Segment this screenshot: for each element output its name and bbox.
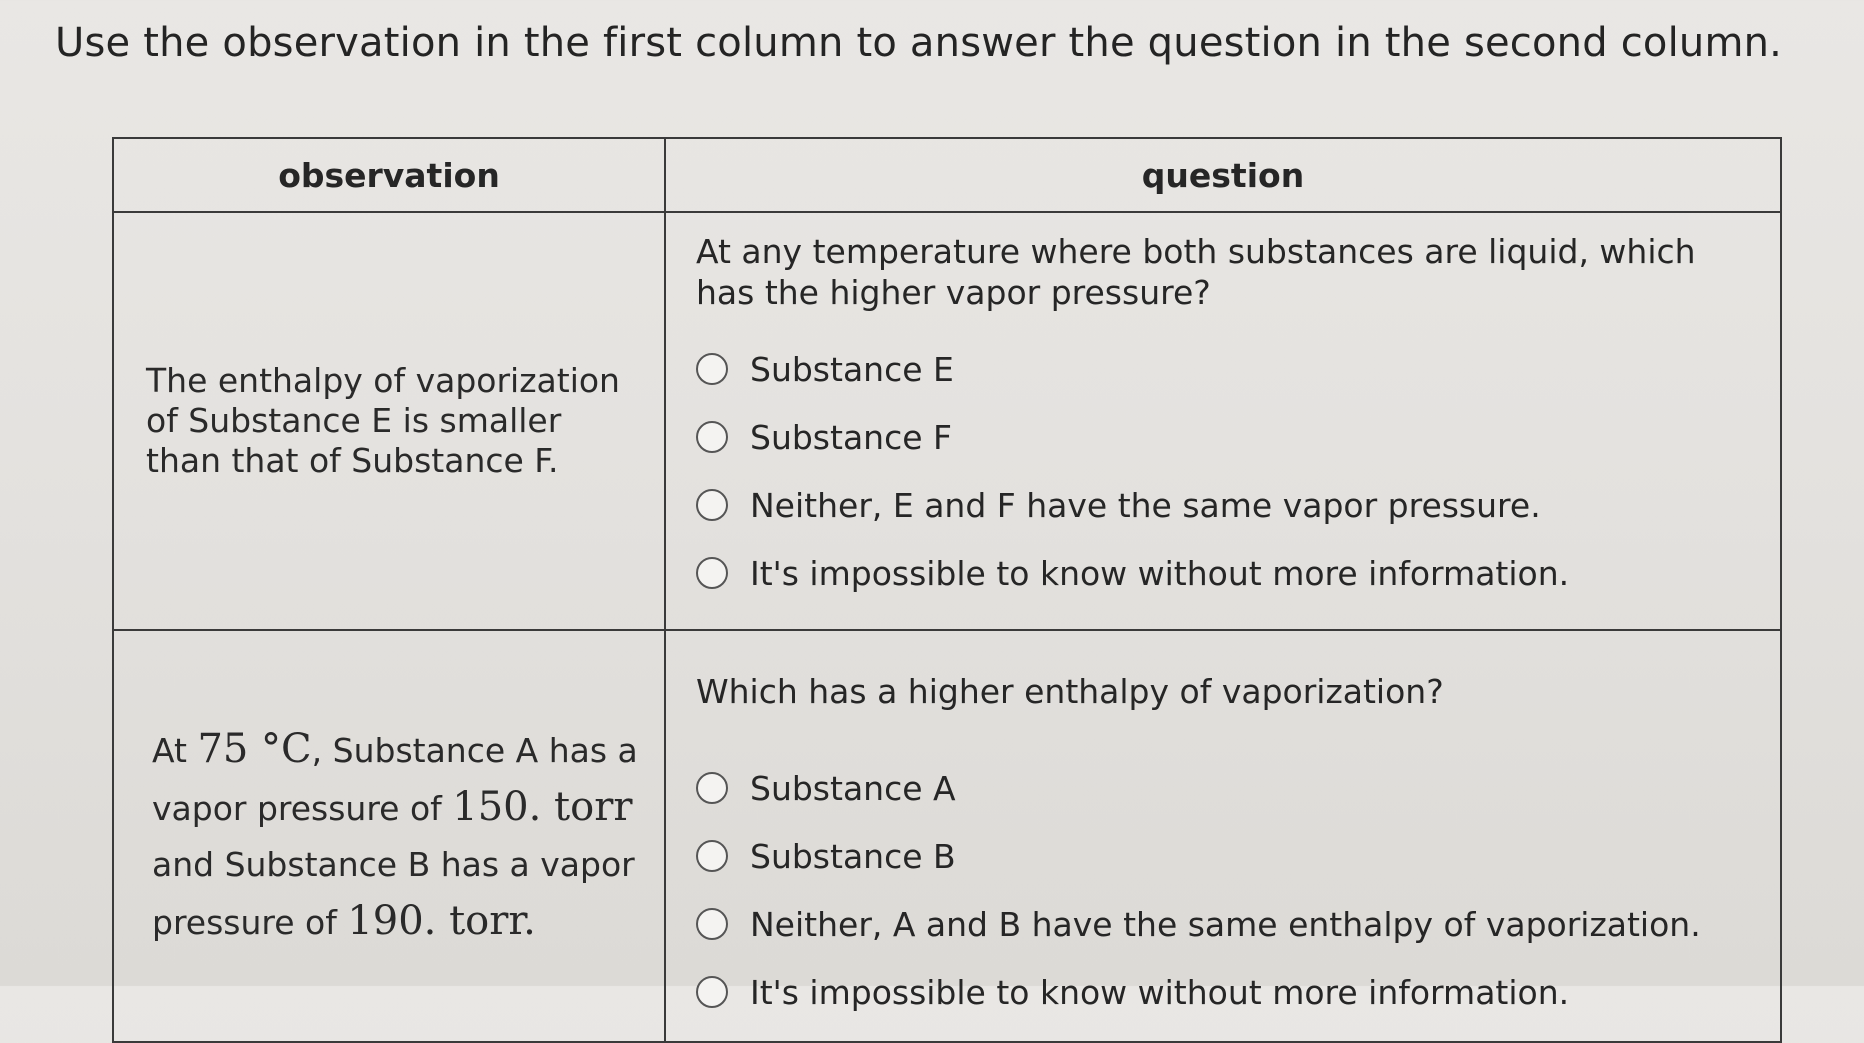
choice-label[interactable]: It's impossible to know without more information. <box>750 553 1570 593</box>
question-text: Which has a higher enthalpy of vaporization? <box>696 672 1444 711</box>
choice-label[interactable]: Substance F <box>750 417 952 457</box>
table-row <box>113 212 1781 630</box>
radio-button[interactable] <box>696 421 728 453</box>
pressure-value-a: 150. torr <box>452 784 633 830</box>
observation-line: of Substance E is smaller <box>146 401 562 440</box>
question-cell <box>665 212 1781 630</box>
answer-choice[interactable] <box>696 890 1752 958</box>
question-text: At any temperature where both substances are liquid, which has the higher vapor pressure? <box>696 232 1696 312</box>
table-row <box>113 630 1781 1042</box>
observation-line: The enthalpy of vaporization <box>146 361 620 400</box>
observation-text: vapor pressure of <box>152 789 453 828</box>
answer-choice[interactable] <box>696 471 1752 539</box>
question-header: question <box>665 138 1781 212</box>
question-cell <box>665 630 1781 1042</box>
observation-line: and Substance B has a vapor <box>152 845 635 884</box>
radio-button[interactable] <box>696 489 728 521</box>
radio-button[interactable] <box>696 908 728 940</box>
temperature-value: 75 °C <box>197 726 312 772</box>
radio-button[interactable] <box>696 840 728 872</box>
choice-label[interactable]: Neither, E and F have the same vapor pressure. <box>750 485 1541 525</box>
observation-line <box>152 893 644 951</box>
choice-label[interactable]: Neither, A and B have the same enthalpy of vaporization. <box>750 904 1701 944</box>
answer-choice[interactable] <box>696 403 1752 471</box>
choice-label[interactable]: Substance A <box>750 768 956 808</box>
observation-text: , Substance A has a <box>311 731 638 770</box>
observation-cell <box>113 212 665 630</box>
observation-cell <box>113 630 665 1042</box>
answer-choice[interactable] <box>696 754 1752 822</box>
answer-choice[interactable] <box>696 958 1752 1026</box>
choice-label[interactable]: Substance E <box>750 349 954 389</box>
table-header-row <box>113 138 1781 212</box>
choice-label[interactable]: It's impossible to know without more information. <box>750 972 1570 1012</box>
instruction-text: Use the observation in the first column to answer the question in the second column. <box>55 20 1783 66</box>
question-table <box>112 137 1782 1043</box>
observation-line: than that of Substance F. <box>146 441 559 480</box>
observation-line <box>152 779 644 837</box>
observation-line <box>152 721 644 779</box>
answer-choice[interactable] <box>696 822 1752 890</box>
observation-header: observation <box>113 138 665 212</box>
answer-choice[interactable] <box>696 539 1752 607</box>
answer-choice[interactable] <box>696 335 1752 403</box>
pressure-value-b: 190. torr. <box>347 898 536 944</box>
choice-label[interactable]: Substance B <box>750 836 956 876</box>
radio-button[interactable] <box>696 976 728 1008</box>
radio-button[interactable] <box>696 557 728 589</box>
observation-text: pressure of <box>152 903 348 942</box>
radio-button[interactable] <box>696 772 728 804</box>
radio-button[interactable] <box>696 353 728 385</box>
observation-text: At <box>152 731 198 770</box>
